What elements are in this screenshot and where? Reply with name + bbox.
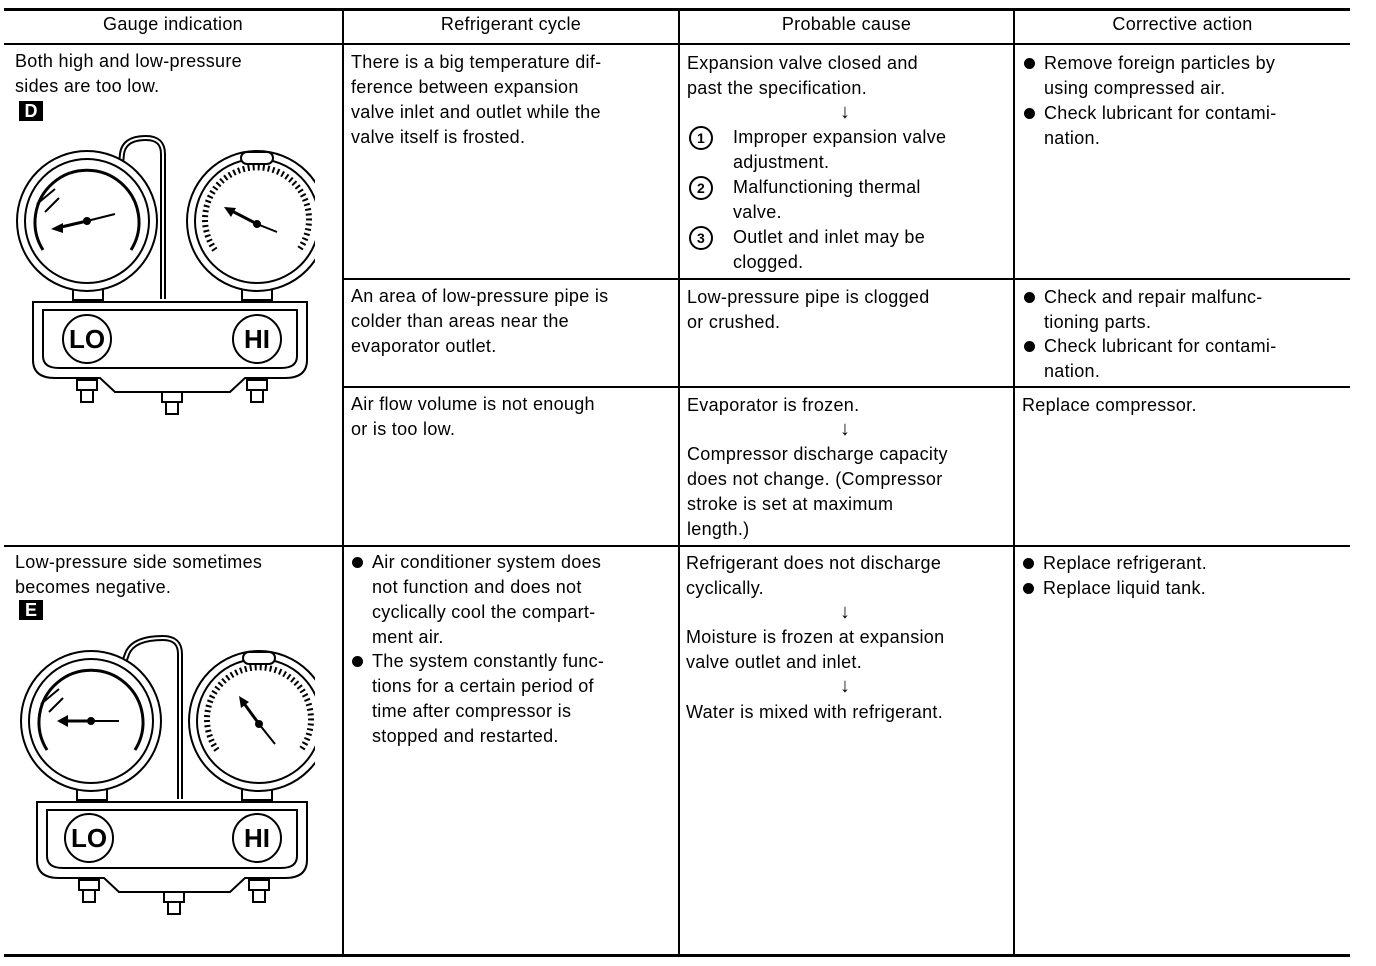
cycle-d3: Air flow volume is not enough or is too low. <box>351 394 595 439</box>
header-bottom-border <box>4 43 1350 45</box>
circled-number: 2 <box>689 176 713 200</box>
bullet-icon <box>1024 292 1035 303</box>
cause-d1-item-1 <box>689 125 946 175</box>
cause-item-text: Malfunctioning thermal valve. <box>733 177 921 222</box>
cause-d1-item-3 <box>689 225 925 275</box>
cause-item-text: Improper expansion valve adjustment. <box>733 127 947 172</box>
action-text: Check lubricant for contami- nation. <box>1044 336 1277 381</box>
cause-d3-arrow: ↓ <box>840 418 850 440</box>
header-corrective-action: Corrective action <box>1112 14 1253 34</box>
action-d2-item-2 <box>1024 334 1277 384</box>
cause-d1-arrow: ↓ <box>840 101 850 123</box>
manifold-gauge-icon <box>15 634 315 924</box>
cause-e-c: Water is mixed with refrigerant. <box>686 702 944 722</box>
row-divider-d2 <box>342 386 1350 388</box>
action-d1-item-2 <box>1024 101 1277 151</box>
action-text: Replace liquid tank. <box>1043 578 1207 598</box>
cycle-e-item-2 <box>352 649 604 749</box>
header-probable-cause: Probable cause <box>781 14 912 34</box>
action-d3: Replace compressor. <box>1022 395 1197 415</box>
cycle-d2: An area of low-pressure pipe is colder than areas near the evaporator outlet. <box>351 286 609 356</box>
manifold-gauge-icon <box>15 134 315 424</box>
action-e-item-2 <box>1023 576 1206 601</box>
bullet-icon <box>1024 108 1035 119</box>
bullet-icon <box>1024 58 1035 69</box>
group-divider <box>4 545 1350 547</box>
cycle-e-item-1 <box>352 550 601 650</box>
table-bottom-border <box>4 954 1350 957</box>
row-divider-d1 <box>342 278 1350 280</box>
cause-d3-a: Evaporator is frozen. <box>687 395 860 415</box>
action-text: Replace refrigerant. <box>1043 553 1208 573</box>
bullet-icon <box>1024 341 1035 352</box>
gauge-indication-d-text: Both high and low-pressure sides are too low. <box>15 51 242 96</box>
cause-e-b: Moisture is frozen at expansion valve outlet and inlet. <box>686 627 945 672</box>
bullet-icon <box>1023 583 1034 594</box>
action-text: Check lubricant for contami- nation. <box>1044 103 1277 148</box>
cycle-d1: There is a big temperature dif- ference between expansion valve inlet and outlet while the valve itself is frosted. <box>351 52 602 147</box>
circled-number: 1 <box>689 126 713 150</box>
cause-e-arrow-1: ↓ <box>840 601 850 623</box>
col-divider-2 <box>678 8 680 956</box>
table-top-border <box>4 8 1350 11</box>
action-d1-item-1 <box>1024 51 1275 101</box>
cause-item-text: Outlet and inlet may be clogged. <box>733 227 926 272</box>
diagnosis-badge-d: D <box>19 101 43 121</box>
bullet-icon <box>352 656 363 667</box>
cause-d2: Low-pressure pipe is clogged or crushed. <box>687 287 930 332</box>
action-text: Check and repair malfunc- tioning parts. <box>1044 287 1263 332</box>
cause-d3-b: Compressor discharge capacity does not change. (Compressor stroke is set at maximum length.) <box>687 444 948 539</box>
cycle-text: The system constantly func- tions for a certain period of time after compressor is stopped and restarted. <box>372 651 605 746</box>
cycle-text: Air conditioner system does not function and does not cyclically cool the compart- ment air. <box>372 552 602 647</box>
col-divider-3 <box>1013 8 1015 956</box>
svg-text:HI: HI <box>244 823 270 853</box>
header-gauge-indication: Gauge indication <box>103 14 243 34</box>
svg-text:LO: LO <box>68 324 106 354</box>
bullet-icon <box>352 557 363 568</box>
cause-e-arrow-2: ↓ <box>840 675 850 697</box>
circled-number: 3 <box>689 226 713 250</box>
header-refrigerant-cycle: Refrigerant cycle <box>440 14 582 34</box>
bullet-icon <box>1023 558 1034 569</box>
col-divider-1 <box>342 8 344 956</box>
cause-e-a: Refrigerant does not discharge cyclically. <box>686 553 942 598</box>
gauge-indication-e-text: Low-pressure side sometimes becomes negative. <box>15 552 263 597</box>
action-d2-item-1 <box>1024 285 1263 335</box>
svg-text:LO: LO <box>70 823 108 853</box>
diagnosis-badge-e: E <box>19 600 43 620</box>
action-text: Remove foreign particles by using compressed air. <box>1044 53 1276 98</box>
svg-text:HI: HI <box>244 324 270 354</box>
action-e-item-1 <box>1023 551 1207 576</box>
cause-d1-item-2 <box>689 175 921 225</box>
cause-d1-lead: Expansion valve closed and past the specification. <box>687 53 918 98</box>
